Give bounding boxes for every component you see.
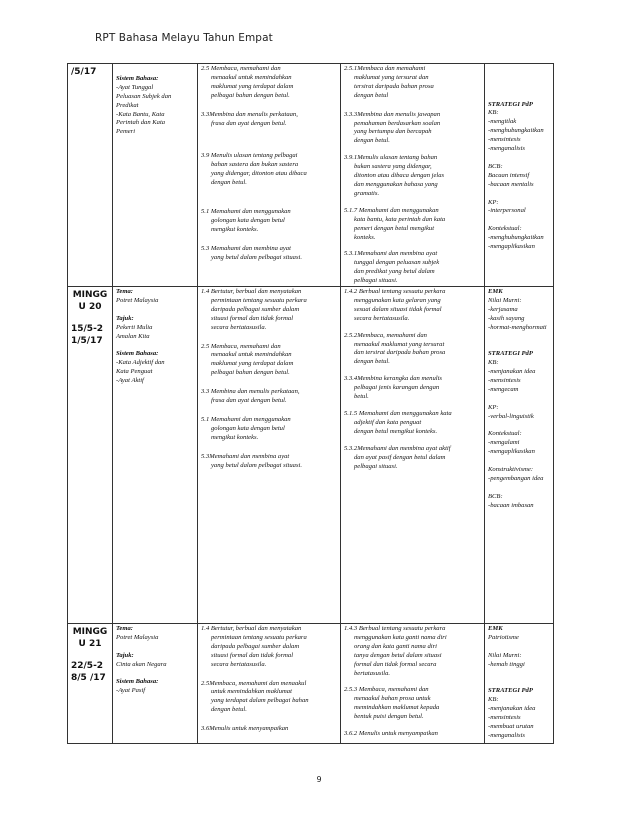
cell-line: Perintah dan Kata: [116, 119, 166, 127]
cell-line: yang didengar, ditonton atau dibaca: [211, 170, 307, 178]
week-cell: [68, 287, 113, 624]
cell-line: yang bertumpu dan bercapah: [354, 128, 432, 136]
cell-line: -Kata Bantu, Kata: [116, 110, 165, 118]
cell-line: Kontekstual:: [488, 430, 522, 438]
theme-cell: [113, 287, 198, 624]
cell-line: frasa dan ayat dengan betul.: [211, 119, 287, 127]
cell-line: pelbagai situasi.: [354, 277, 398, 285]
cell-line: pelbagai jenis karangan dengan: [354, 384, 440, 392]
cell-line: dengan betul.: [211, 179, 247, 187]
cell-line: -mensintesis: [488, 714, 521, 722]
notes-cell: [485, 64, 554, 287]
cell-line: -hemah tinggi: [488, 660, 525, 668]
cell-line: Sistem Bahasa:: [116, 678, 159, 686]
cell-line: ditonton atau dibaca dengan jelas: [354, 172, 445, 180]
cell-line: -menjanakan idea: [488, 368, 536, 376]
group-spacer: [344, 101, 481, 111]
cell-line: Pemeri: [116, 128, 136, 136]
group-spacer: [344, 324, 481, 332]
cell-line: -mengaplikasikan: [488, 448, 535, 456]
cell-line: Tajuk:: [116, 651, 134, 659]
cell-line: [488, 422, 550, 431]
cell-line: Sistem Bahasa:: [116, 350, 159, 358]
cell-line: -bacaan imbasan: [488, 501, 534, 509]
cell-line: Sistem Bahasa:: [116, 74, 159, 82]
cell-line: 5.1.7 Memahami dan menggunakan: [344, 206, 439, 214]
cell-line: dan ayat pasif dengan betul dalam: [354, 453, 446, 461]
cell-line: -Ayat Pasif: [116, 687, 146, 695]
group-spacer: [344, 242, 481, 250]
cell-line: 3.3.3Membina dan menulis jawapan: [344, 110, 441, 118]
cell-line: -menjanakan idea: [488, 705, 536, 713]
group-spacer: [344, 146, 481, 154]
cell-line: [116, 670, 194, 679]
cell-line: 2.5Membaca, memahami dan menaakul: [201, 679, 307, 687]
cell-line: 1.4 Bertutur, berbual dan menyatakan: [201, 288, 302, 296]
cell-line: betul.: [354, 393, 369, 401]
table-row: [68, 64, 554, 287]
cell-line: 3.9.1Menulis ulasan tentang bahan: [344, 154, 438, 162]
week-line: 15/5-2: [71, 324, 104, 335]
cell-line: -hormat-menghormati: [488, 323, 547, 331]
theme-cell: [113, 64, 198, 287]
cell-line: secara bertatasusila.: [211, 323, 267, 331]
content-standard-cell: [198, 64, 341, 287]
cell-line: 3.3Membina dan menulis perkataan,: [201, 110, 298, 118]
content-standard-cell: [198, 287, 341, 624]
cell-line: -kasih sayang: [488, 314, 525, 322]
cell-line: dengan betul.: [354, 137, 390, 145]
cell-line: -mensintesis: [488, 377, 521, 385]
cell-line: pelbagai bahan dengan betul.: [211, 369, 290, 377]
cell-line: tanya dengan betul dalam situasi: [354, 651, 442, 659]
cell-line: -pengembangan idea: [488, 474, 544, 482]
cell-line: memindahkan maklumat kepada: [354, 704, 440, 712]
cell-line: daripada pelbagai sumber dalam: [211, 305, 300, 313]
cell-line: pelbagai situasi.: [354, 462, 398, 470]
cell-line: Nilai Murni:: [488, 296, 522, 304]
cell-line: pelbagai bahan dengan betul.: [211, 91, 290, 99]
cell-line: kata bantu, kata perintah dan kata: [354, 215, 446, 223]
cell-line: 3.6Menulis untuk menyampaikan: [201, 725, 289, 733]
cell-line: mengikut konteks.: [211, 433, 259, 441]
cell-line: STRATEGI PdP: [488, 350, 533, 358]
cell-line: [116, 643, 194, 652]
cell-line: KB:: [488, 359, 499, 367]
cell-line: Amalan Kita: [116, 332, 150, 340]
learning-standard-cell: [341, 287, 485, 624]
cell-line: 2.5.2Membaca, memahami dan: [344, 331, 427, 339]
notes-cell: [485, 624, 554, 744]
cell-line: Kata Penguat: [116, 368, 153, 376]
group-spacer: [201, 128, 337, 152]
cell-line: permintaan tentang sesuatu perkara: [211, 633, 307, 641]
cell-line: -verbal-linguistik: [488, 412, 534, 420]
week-line: 22/5-2: [71, 661, 104, 672]
cell-line: Peluasan Subjek dan: [116, 92, 172, 100]
cell-line: untuk memindahkan maklumat: [211, 688, 292, 696]
group-spacer: [344, 367, 481, 375]
cell-line: [488, 457, 550, 466]
cell-line: [488, 643, 550, 652]
cell-line: KP:: [488, 403, 499, 411]
week-line: 1/5/17: [71, 336, 103, 347]
cell-line: bentuk puisi dengan betul.: [354, 713, 424, 721]
group-spacer: [201, 333, 337, 343]
cell-line: tunggal dengan peluasan subjek: [354, 259, 440, 267]
notes-cell: [485, 287, 554, 624]
cell-line: secara bertatasusila.: [354, 314, 410, 322]
group-spacer: [201, 715, 337, 725]
cell-line: [488, 92, 550, 101]
group-spacer: [201, 378, 337, 388]
cell-line: -mengalami: [488, 439, 520, 447]
group-spacer: [201, 443, 337, 453]
cell-line: orang dan kata ganti nama diri: [354, 642, 437, 650]
group-spacer: [201, 235, 337, 245]
cell-line: 2.5 Membaca, memahami dan: [201, 65, 281, 72]
cell-line: [488, 216, 550, 225]
cell-line: gramatis.: [354, 189, 380, 197]
cell-line: bertatasusila.: [354, 669, 391, 677]
cell-line: 5.3.1Memahami dan membina ayat: [344, 250, 438, 258]
cell-line: -interpersonal: [488, 207, 526, 215]
week-line: U 21: [78, 639, 102, 650]
cell-line: [488, 65, 550, 74]
cell-line: [116, 341, 194, 350]
table-row: [68, 624, 554, 744]
cell-line: dan predikat yang betul dalam: [354, 268, 435, 276]
cell-line: frasa dan ayat dengan betul.: [211, 397, 287, 405]
cell-line: Cinta akan Negara: [116, 660, 167, 668]
cell-line: dengan betul mengikut konteks.: [354, 427, 438, 435]
group-spacer: [201, 670, 337, 680]
cell-line: [116, 306, 194, 315]
cell-line: [488, 74, 550, 83]
page-number: 9: [316, 775, 322, 784]
cell-line: Pekerti Mulia: [116, 323, 153, 331]
cell-line: bahan sastera dan bukan sastera: [211, 161, 299, 169]
group-spacer: [344, 402, 481, 410]
group-spacer: [344, 199, 481, 207]
week-line: 8/5 /17: [71, 673, 106, 684]
cell-line: STRATEGI PdP: [488, 687, 533, 695]
cell-line: [488, 341, 550, 350]
week-line: [71, 313, 109, 323]
cell-line: KB:: [488, 109, 499, 117]
cell-line: Potret Malaysia: [116, 296, 159, 304]
learning-standard-cell: [341, 624, 485, 744]
cell-line: Tema:: [116, 625, 133, 633]
cell-line: -menganalisis: [488, 731, 525, 739]
cell-line: -membuat urutan: [488, 722, 534, 730]
cell-line: menaakul untuk memindahkan: [211, 351, 292, 359]
cell-line: -menganalisis: [488, 145, 525, 153]
learning-standard-cell: [341, 64, 485, 287]
cell-line: Konstruktivisme:: [488, 466, 534, 474]
page-header: RPT Bahasa Melayu Tahun Empat: [95, 32, 273, 44]
cell-line: maklumat yang tersurat dan: [354, 73, 429, 81]
cell-line: 2.5.3 Membaca, memahami dan: [344, 686, 429, 694]
group-spacer: [201, 406, 337, 416]
cell-line: situasi formal dan tidak formal: [211, 314, 294, 322]
cell-line: [488, 154, 550, 163]
cell-line: KB:: [488, 696, 499, 704]
cell-line: -mengitlak: [488, 118, 517, 126]
cell-line: dengan betul: [354, 91, 389, 99]
cell-line: menaakul maklumat yang tersurat: [354, 340, 445, 348]
cell-line: 1.4.2 Berbual tentang sesuatu perkara: [344, 288, 446, 296]
cell-line: 1.4.3 Berbual tentang sesuatu perkara: [344, 625, 446, 633]
cell-line: secara bertatasusila.: [211, 660, 267, 668]
cell-line: Nilai Murni:: [488, 651, 522, 659]
cell-line: -kerjasama: [488, 305, 518, 313]
cell-line: 1.4 Bertutur, berbual dan menyatakan: [201, 625, 302, 633]
cell-line: dengan betul.: [354, 358, 390, 366]
cell-line: pemeri dengan betul mengikut: [354, 224, 435, 232]
group-spacer: [344, 437, 481, 445]
cell-line: golongan kata dengan betul: [211, 216, 285, 224]
cell-line: [488, 83, 550, 92]
group-spacer: [344, 722, 481, 730]
cell-line: Tajuk:: [116, 314, 134, 322]
week-cell: [68, 624, 113, 744]
cell-line: EMK: [488, 625, 503, 633]
theme-cell: [113, 624, 198, 744]
cell-line: -Ayat Tunggal: [116, 83, 154, 91]
lesson-plan-table: [67, 63, 554, 744]
week-line: [71, 650, 109, 660]
cell-line: -Ayat Aktif: [116, 377, 144, 385]
cell-line: 5.1 Memahami dan menggunakan: [201, 208, 291, 216]
cell-line: formal dan tidak formal secara: [354, 660, 437, 668]
cell-line: situasi formal dan tidak formal: [211, 651, 294, 659]
cell-line: menggunakan kata ganti nama diri: [354, 633, 447, 641]
cell-line: 3.3.4Membina kerangka dan menulis: [344, 375, 442, 383]
cell-line: EMK: [488, 288, 503, 296]
cell-line: menaakul untuk memindahkan: [211, 73, 292, 81]
cell-line: -mengaplikasikan: [488, 243, 535, 251]
cell-line: yang betul dalam pelbagai situasi.: [211, 461, 303, 469]
cell-line: tersirat daripada bahan prosa: [354, 82, 434, 90]
cell-line: 3.6.2 Menulis untuk menyampaikan: [344, 730, 438, 738]
cell-line: STRATEGI PdP: [488, 100, 533, 108]
cell-line: 3.3 Membina dan menulis perkataan,: [201, 388, 300, 396]
cell-line: BCB:: [488, 162, 503, 170]
cell-line: -mensintesis: [488, 136, 521, 144]
cell-line: Tema:: [116, 288, 133, 296]
cell-line: 3.9 Menulis ulasan tentang pelbagai: [201, 152, 298, 160]
cell-line: KP:: [488, 198, 499, 206]
cell-line: menaakul bahan prosa untuk: [354, 695, 431, 703]
cell-line: Potret Malaysia: [116, 633, 159, 641]
cell-line: 2.5.1Membaca dan memahami: [344, 65, 426, 72]
week-line: MINGG: [72, 627, 108, 638]
cell-line: -Kata Adjektif dan: [116, 359, 165, 367]
cell-line: 5.3.2Memahami dan membina ayat aktif: [344, 444, 451, 452]
content-standard-cell: [198, 624, 341, 744]
cell-line: yang terdapat dalam pelbagai bahan: [211, 697, 309, 705]
cell-line: Predikat: [116, 101, 139, 109]
cell-line: [488, 333, 550, 342]
week-line: /5/17: [71, 67, 97, 77]
cell-line: 2.5 Membaca, memahami dan: [201, 342, 281, 350]
cell-line: [488, 395, 550, 404]
cell-line: -menghubungkaitkan: [488, 127, 544, 135]
week-cell: [68, 64, 113, 287]
cell-line: [488, 190, 550, 199]
cell-line: -mengecam: [488, 385, 519, 393]
cell-line: [488, 484, 550, 493]
cell-line: menggunakan kata gelaran yang: [354, 296, 441, 304]
group-spacer: [344, 678, 481, 686]
week-line: MINGG: [72, 290, 108, 301]
cell-line: [488, 678, 550, 687]
cell-line: adjektif dan kata penguat: [354, 418, 422, 426]
cell-line: 5.3Memahami dan membina ayat: [201, 452, 290, 460]
cell-line: dengan betul.: [211, 706, 247, 714]
cell-line: dan menggunakan bahasa yang: [354, 180, 438, 188]
cell-line: 5.1.5 Memahami dan menggunakan kata: [344, 410, 452, 417]
cell-line: Kontekstual:: [488, 225, 522, 233]
cell-line: 5.3 Memahami dan membina ayat: [201, 244, 291, 252]
table-row: [68, 287, 554, 624]
cell-line: konteks.: [354, 233, 376, 241]
cell-line: BCB:: [488, 492, 503, 500]
cell-line: maklumat yang terdapat dalam: [211, 82, 294, 90]
cell-line: [488, 670, 550, 679]
week-line: U 20: [78, 302, 102, 313]
cell-line: [116, 66, 194, 75]
group-spacer: [201, 188, 337, 208]
group-spacer: [201, 101, 337, 111]
cell-line: pemahaman berdasarkan soalan: [354, 119, 441, 127]
cell-line: mengikut konteks.: [211, 225, 259, 233]
cell-line: dan tersirat daripada bahan prosa: [354, 349, 446, 357]
cell-line: daripada pelbagai sumber dalam: [211, 642, 300, 650]
cell-line: -bacaan mentalis: [488, 180, 534, 188]
cell-line: Patriotisme: [488, 633, 519, 641]
cell-line: 5.1 Memahami dan menggunakan: [201, 416, 291, 423]
cell-line: maklumat yang terdapat dalam: [211, 360, 294, 368]
cell-line: golongan kata dengan betul: [211, 424, 285, 432]
cell-line: bukan sastera yang didengar,: [354, 163, 432, 171]
cell-line: -menghubungkaitkan: [488, 234, 544, 242]
cell-line: yang betul dalam pelbagai situasi.: [211, 253, 303, 261]
cell-line: sesuai dalam situasi tidak formal: [354, 305, 442, 313]
cell-line: permintaan tentang sesuatu perkara: [211, 296, 307, 304]
cell-line: Bacaan intensif: [488, 171, 530, 179]
